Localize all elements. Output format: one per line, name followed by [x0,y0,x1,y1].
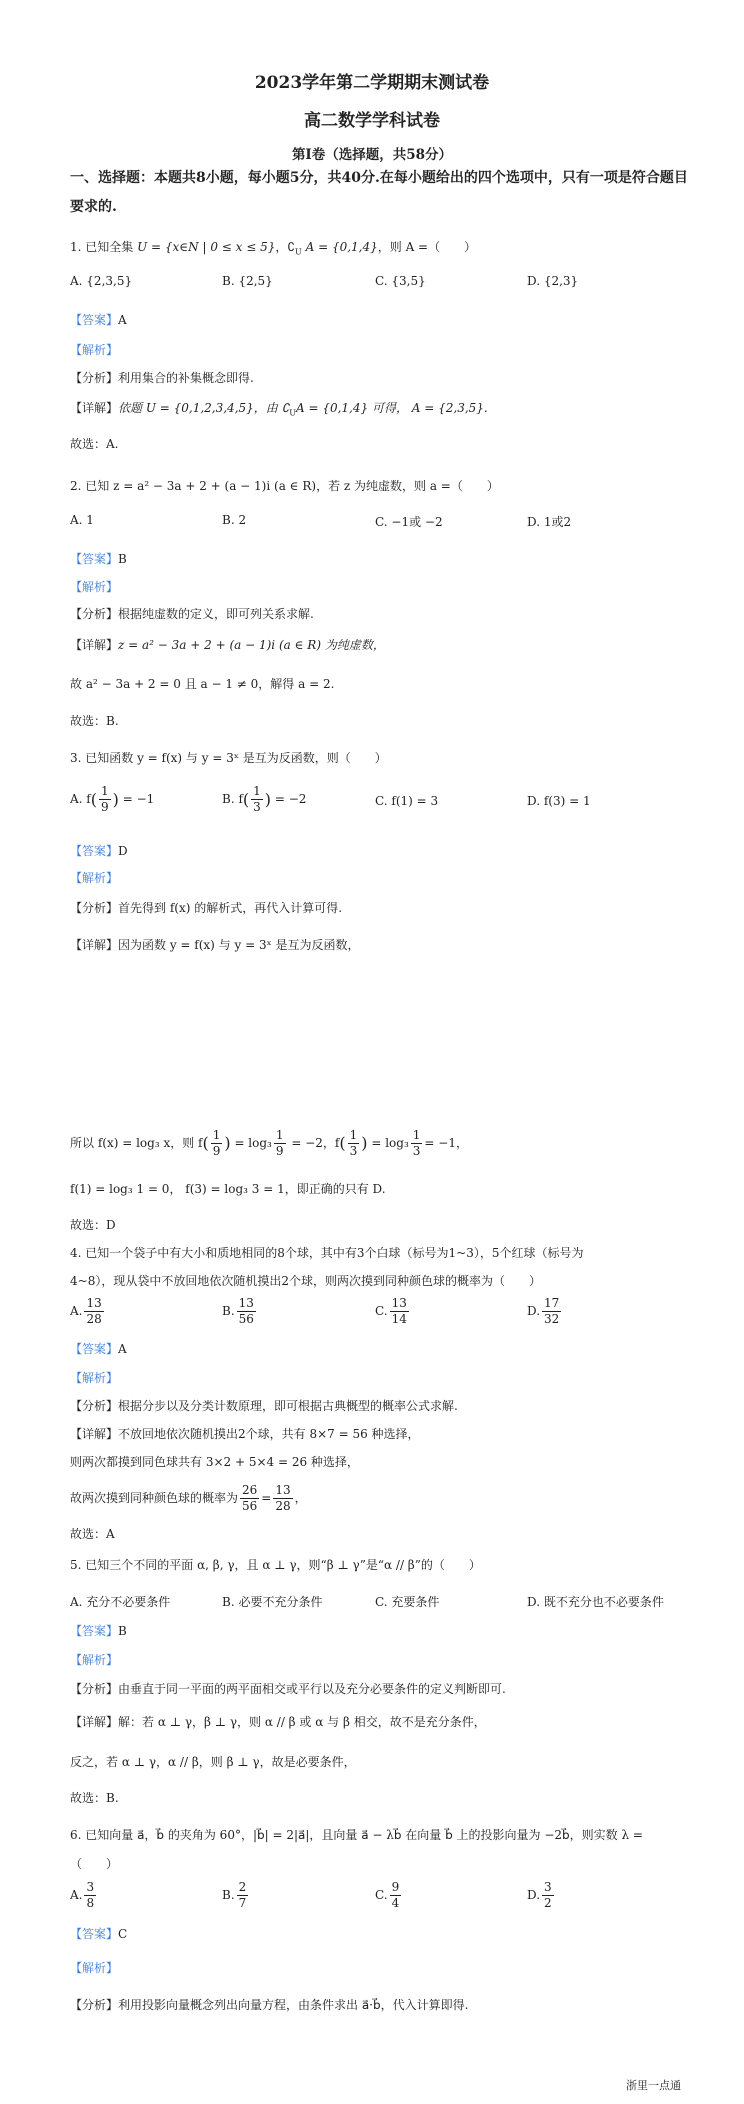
q6-answer: 【答案】C [70,1927,128,1941]
q3-option-b: B. f( $\frac{1}{3}$ ) = −2 [222,784,307,814]
section-heading: 一、选择题：本题共8小题，每小题5分，共40分.在每小题给出的四个选项中，只有一项是符合题目要求的. [70,170,688,215]
footer-brand: 浙里一点通 [626,2079,681,2092]
q1-option-b: B. {2,5} [222,274,273,288]
q2-option-b: B. 2 [222,513,247,527]
q5-choose: 故选：B. [70,1791,119,1805]
q3-options [70,784,680,824]
q3-detail: 【详解】因为函数 y = f(x) 与 y = 3ˣ 是互为反函数， [70,938,360,952]
q3-option-a: A. f( $\frac{1}{9}$ ) = −1 [70,784,155,814]
q1-detail: 【详解】依题 U = {0,1,2,3,4,5}，由 $∁_UA = \{0,1,4\}$ 可得， A = {2,3,5}. [70,401,488,418]
q2-stem: 2. 已知 z = a² − 3a + 2 + (a − 1)i (a ∈ R)，若 z 为纯虚数，则 a =（ ） [70,479,499,493]
q5-detail-2: 反之，若 α ⊥ γ，α // β，则 β ⊥ γ，故是必要条件， [70,1755,356,1769]
q2-detail: 【详解】z = a² − 3a + 2 + (a − 1)i (a ∈ R) 为纯虚数， [70,638,385,652]
q5-analysis: 【解析】 [70,1653,119,1667]
q2-choose: 故选：B. [70,714,119,728]
q5-fenxi: 【分析】由垂直于同一平面的两平面相交或平行以及充分必要条件的定义判断即可. [70,1682,506,1696]
q6-options [70,1880,680,1920]
q3-option-c: C. f(1) = 3 [375,794,439,808]
q1-answer: 【答案】A [70,313,127,327]
q1-analysis: 【解析】 [70,343,119,357]
q4-option-a: A. $\frac{13}{28}$ [70,1296,102,1326]
q3-stem: 3. 已知函数 y = f(x) 与 y = 3ˣ 是互为反函数，则（ ） [70,751,387,765]
q4-stem-2: 4~8），现从袋中不放回地依次随机摸出2个球，则两次摸到同种颜色球的概率为（ ） [70,1274,541,1288]
q1-fenxi: 【分析】利用集合的补集概念即得. [70,371,254,385]
q4-option-b: B. $\frac{13}{56}$ [222,1296,254,1326]
q3-analysis: 【解析】 [70,871,119,885]
exam-title: 2023学年第二学期期末测试卷 [254,73,490,93]
q4-options [70,1296,680,1336]
q4-option-c: C. $\frac{13}{14}$ [375,1296,407,1326]
q1-options [70,274,680,314]
q5-answer: 【答案】B [70,1624,127,1638]
q5-options [70,1593,680,1633]
q6-analysis: 【解析】 [70,1961,119,1975]
q2-fenxi: 【分析】根据纯虚数的定义，即可列关系求解. [70,607,314,621]
q5-detail: 【详解】解：若 α ⊥ γ，β ⊥ γ，则 α // β 或 α 与 β 相交，故不是充分条件， [70,1715,486,1729]
q2-options [70,513,680,553]
q4-answer: 【答案】A [70,1342,127,1356]
q2-option-a: A. 1 [70,513,94,527]
q6-option-b: B. $\frac{2}{7}$ [222,1880,247,1910]
q3-choose: 故选：D [70,1218,116,1232]
q5-option-a: A. 充分不必要条件 [70,1595,171,1609]
q2-option-d: D. 1或2 [527,515,572,529]
q1-option-a: A. {2,3,5} [70,274,133,288]
q3-solution-line-1: 所以 f(x) = log₃ x，则 f( $\frac{1}{9}$ ) = log₃ $\frac{1}{9}$ = −2，f( $\frac{1}{3}$ ) = log₃ $\frac{1}{3}$ = −1， [70,1128,468,1158]
q6-fenxi: 【分析】利用投影向量概念列出向量方程，由条件求出 a⃗·b⃗，代入计算即得. [70,1998,469,2012]
q2-option-c: C. −1或 −2 [375,515,443,529]
q6-stem-2: （ ） [70,1857,119,1871]
q4-fenxi: 【分析】根据分步以及分类计数原理，即可根据古典概型的概率公式求解. [70,1399,458,1413]
q1-option-c: C. {3,5} [375,274,426,288]
q5-option-b: B. 必要不充分条件 [222,1595,323,1609]
q4-choose: 故选：A [70,1527,115,1541]
q2-answer: 【答案】B [70,552,127,566]
q1-option-d: D. {2,3} [527,274,579,288]
q4-analysis: 【解析】 [70,1371,119,1385]
q4-stem-1: 4. 已知一个袋子中有大小和质地相同的8个球，其中有3个白球（标号为1~3），5个红球（标号为 [70,1246,584,1260]
q1-choose: 故选：A. [70,437,119,451]
q4-detail-2: 则两次都摸到同色球共有 3×2 + 5×4 = 26 种选择， [70,1455,359,1469]
q6-option-d: D. $\frac{3}{2}$ [527,1880,552,1910]
exam-subject: 高二数学学科试卷 [304,111,440,131]
q4-option-d: D. $\frac{17}{32}$ [527,1296,560,1326]
q5-stem: 5. 已知三个不同的平面 α, β, γ，且 α ⊥ γ，则“β ⊥ γ”是“α // β”的（ ） [70,1558,481,1572]
q3-option-d: D. f(3) = 1 [527,794,591,808]
q3-answer: 【答案】D [70,844,128,858]
q3-solution-line-2: f(1) = log₃ 1 = 0， f(3) = log₃ 3 = 1，即正确的只有 D. [70,1182,386,1196]
q3-fenxi: 【分析】首先得到 f(x) 的解析式，再代入计算可得. [70,901,343,915]
q6-option-a: A. $\frac{3}{8}$ [70,1880,95,1910]
q5-option-d: D. 既不充分也不必要条件 [527,1595,664,1609]
q5-option-c: C. 充要条件 [375,1595,440,1609]
q6-stem: 6. 已知向量 a⃗，b⃗ 的夹角为 60°，|b⃗| = 2|a⃗|，且向量 a⃗ − λb⃗ 在向量 b⃗ 上的投影向量为 −2b⃗，则实数 λ = [70,1828,643,1842]
q2-detail-2: 故 a² − 3a + 2 = 0 且 a − 1 ≠ 0，解得 a = 2. [70,677,335,691]
exam-part: 第I卷（选择题，共58分） [291,147,453,163]
q4-detail: 【详解】不放回地依次随机摸出2个球，共有 8×7 = 56 种选择， [70,1427,420,1441]
q1-stem: 1. 已知全集 U = {x∈N | 0 ≤ x ≤ 5}，$∁_U$ A = {0,1,4}，则 A =（ ） [70,240,477,257]
q4-detail-3: 故两次摸到同种颜色球的概率为 $\frac{26}{56}$ = $\frac{13}{28}$ ， [70,1483,307,1513]
q2-analysis: 【解析】 [70,580,119,594]
q6-option-c: C. $\frac{9}{4}$ [375,1880,400,1910]
